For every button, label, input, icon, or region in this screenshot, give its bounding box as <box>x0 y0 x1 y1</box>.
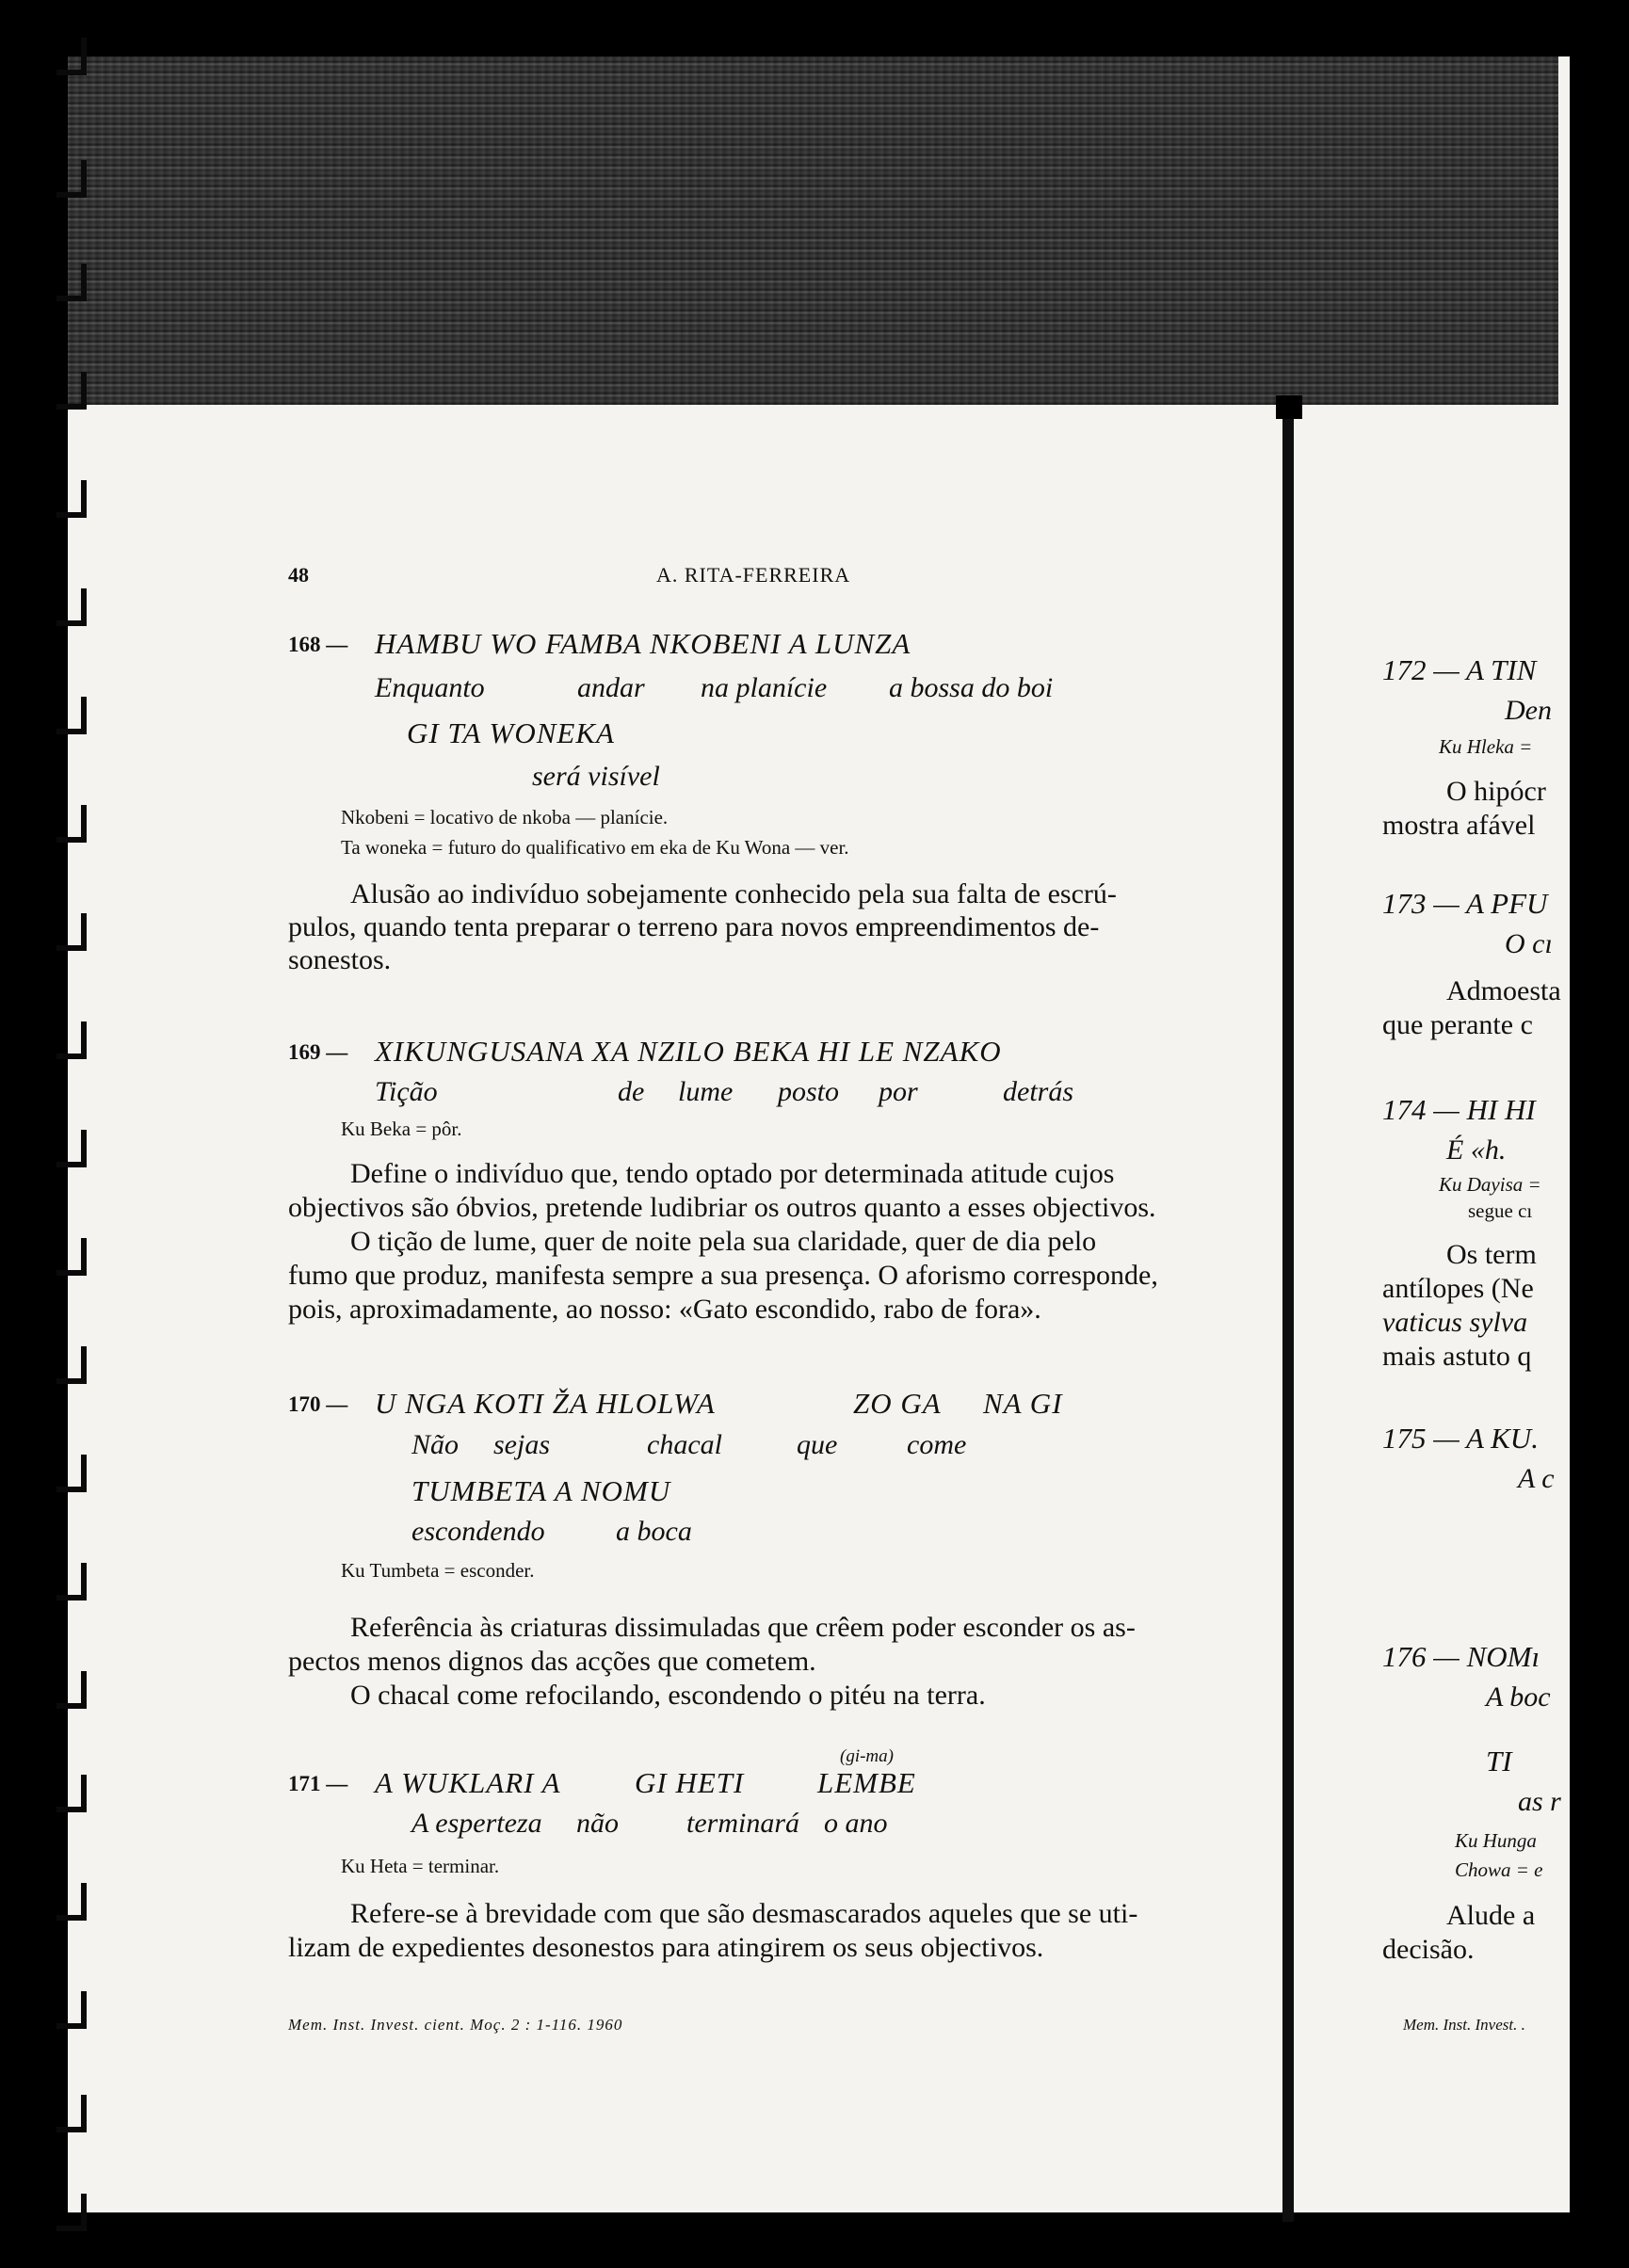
proverb-line: TUMBETA A NOMU <box>411 1474 671 1507</box>
gloss-word: andar <box>577 672 645 703</box>
gloss-word: Den <box>1505 695 1552 726</box>
note: Ku Hleka = <box>1439 735 1533 758</box>
gloss-word: É «h. <box>1446 1134 1507 1166</box>
proverb-line: A WUKLARI A <box>375 1766 561 1799</box>
commentary-line: pulos, quando tenta preparar o terreno para novos empreendimentos de- <box>288 911 1100 942</box>
note: Ku Tumbeta = esconder. <box>341 1559 535 1582</box>
commentary-line: pectos menos dignos das acções que cometem. <box>288 1646 816 1677</box>
gloss-word: A boc <box>1486 1681 1551 1713</box>
commentary-line: Alusão ao indivíduo sobejamente conhecido pela sua falta de escrú- <box>350 878 1117 909</box>
note: Ku Hunga <box>1455 1829 1537 1852</box>
gloss-word: sejas <box>493 1429 550 1460</box>
gloss-word: que <box>797 1429 838 1460</box>
proverb-line: NA GI <box>983 1387 1063 1420</box>
proverb-line: XIKUNGUSANA XA NZILO BEKA HI LE NZAKO <box>375 1035 1002 1068</box>
proverb-line: LEMBE <box>817 1766 916 1799</box>
footer-citation: Mem. Inst. Invest. cient. Moç. 2 : 1-116. 1960 <box>288 2016 623 2034</box>
gloss-word: não <box>576 1808 619 1839</box>
commentary-line: sonestos. <box>288 944 392 975</box>
note: Ta woneka = futuro do qualificativo em eka de Ku Wona — ver. <box>341 836 849 859</box>
running-head: A. RITA-FERREIRA <box>656 563 851 587</box>
proverb-line: 173 — A PFU <box>1382 887 1548 920</box>
entry-number: 170 — <box>288 1392 348 1416</box>
commentary-line: Admoesta <box>1446 975 1561 1006</box>
commentary-line: Define o indivíduo que, tendo optado por determinada atitude cujos <box>350 1158 1115 1189</box>
proverb-line: TI <box>1486 1745 1512 1777</box>
gloss-word: detrás <box>1003 1076 1073 1107</box>
commentary-line: O chacal come refocilando, escondendo o pitéu na terra. <box>350 1680 986 1711</box>
gloss-word: come <box>907 1429 967 1460</box>
commentary-line: vaticus sylva <box>1382 1307 1528 1338</box>
proverb-line: 175 — A KU. <box>1382 1422 1539 1455</box>
footer-citation: Mem. Inst. Invest. . <box>1403 2016 1525 2034</box>
class-superscript: (gi-ma) <box>840 1746 894 1766</box>
commentary-line: objectivos são óbvios, pretende ludibriar os outros quanto a esses objectivos. <box>288 1192 1156 1223</box>
note: Nkobeni = locativo de nkoba — planície. <box>341 806 669 828</box>
entry-number: 171 — <box>288 1772 348 1795</box>
gloss-word: de <box>618 1076 645 1107</box>
gloss-word: terminará <box>686 1808 799 1839</box>
scan-artifact-banner <box>68 56 1558 405</box>
proverb-line: GI TA WONEKA <box>407 716 615 749</box>
gutter-top <box>1276 395 1302 419</box>
commentary-line: O hipócr <box>1446 776 1546 807</box>
note: Ku Beka = pôr. <box>341 1118 462 1140</box>
note: Ku Heta = terminar. <box>341 1855 500 1877</box>
proverb-line: 174 — HI HI <box>1382 1093 1536 1126</box>
gloss-word: lume <box>678 1076 734 1107</box>
page-gutter <box>1282 405 1294 2222</box>
commentary-line: fumo que produz, manifesta sempre a sua presença. O aforismo corresponde, <box>288 1260 1158 1291</box>
commentary-line: Alude a <box>1446 1900 1536 1931</box>
gloss-word: na planície <box>701 672 828 703</box>
proverb-line: U NGA KOTI ŽA HLOLWA <box>375 1387 716 1420</box>
commentary-line: Refere-se à brevidade com que são desmascarados aqueles que se uti- <box>350 1898 1138 1929</box>
note: segue cı <box>1468 1199 1533 1222</box>
gloss-word: o ano <box>824 1808 888 1839</box>
gloss-word: Tição <box>375 1076 438 1107</box>
commentary-line: pois, aproximadamente, ao nosso: «Gato escondido, rabo de fora». <box>288 1294 1041 1325</box>
gloss-word: por <box>879 1076 918 1107</box>
commentary-line: mais astuto q <box>1382 1341 1532 1372</box>
note: Chowa = e <box>1455 1858 1543 1881</box>
commentary-line: decisão. <box>1382 1934 1475 1965</box>
commentary-line: lizam de expedientes desonestos para atingirem os seus objectivos. <box>288 1932 1044 1963</box>
gloss-word: O cı <box>1505 928 1553 959</box>
proverb-line: ZO GA <box>853 1387 942 1420</box>
proverb-line: 172 — A TIN <box>1382 653 1537 686</box>
commentary-line: O tição de lume, quer de noite pela sua claridade, quer de dia pelo <box>350 1226 1097 1257</box>
commentary-line: que perante c <box>1382 1009 1533 1040</box>
proverb-line: HAMBU WO FAMBA NKOBENI A LUNZA <box>375 627 911 660</box>
gloss-word: escondendo <box>411 1516 545 1547</box>
proverb-line: 176 — NOMı <box>1382 1640 1540 1673</box>
commentary-line: mostra afável <box>1382 810 1536 841</box>
gloss-word: Não <box>411 1429 460 1460</box>
gloss-word: posto <box>778 1076 840 1107</box>
gloss-word: será visível <box>532 761 660 792</box>
entry-number: 168 — <box>288 633 348 656</box>
note: Ku Dayisa = <box>1439 1173 1541 1196</box>
commentary-line: Os term <box>1446 1239 1537 1270</box>
gloss-word: as r <box>1518 1786 1561 1817</box>
entry-number: 169 — <box>288 1040 348 1064</box>
commentary-line: Referência às criaturas dissimuladas que crêem poder esconder os as- <box>350 1612 1136 1643</box>
gloss-word: a bossa do boi <box>889 672 1054 703</box>
page-number: 48 <box>288 563 309 587</box>
gloss-word: A c <box>1518 1463 1555 1494</box>
commentary-line: antílopes (Ne <box>1382 1273 1534 1304</box>
proverb-line: GI HETI <box>635 1766 745 1799</box>
gloss-word: chacal <box>647 1429 722 1460</box>
gloss-word: Enquanto <box>375 672 485 703</box>
right-page-fragment <box>1302 405 1575 2222</box>
gloss-word: a boca <box>616 1516 692 1547</box>
gloss-word: A esperteza <box>411 1808 542 1839</box>
